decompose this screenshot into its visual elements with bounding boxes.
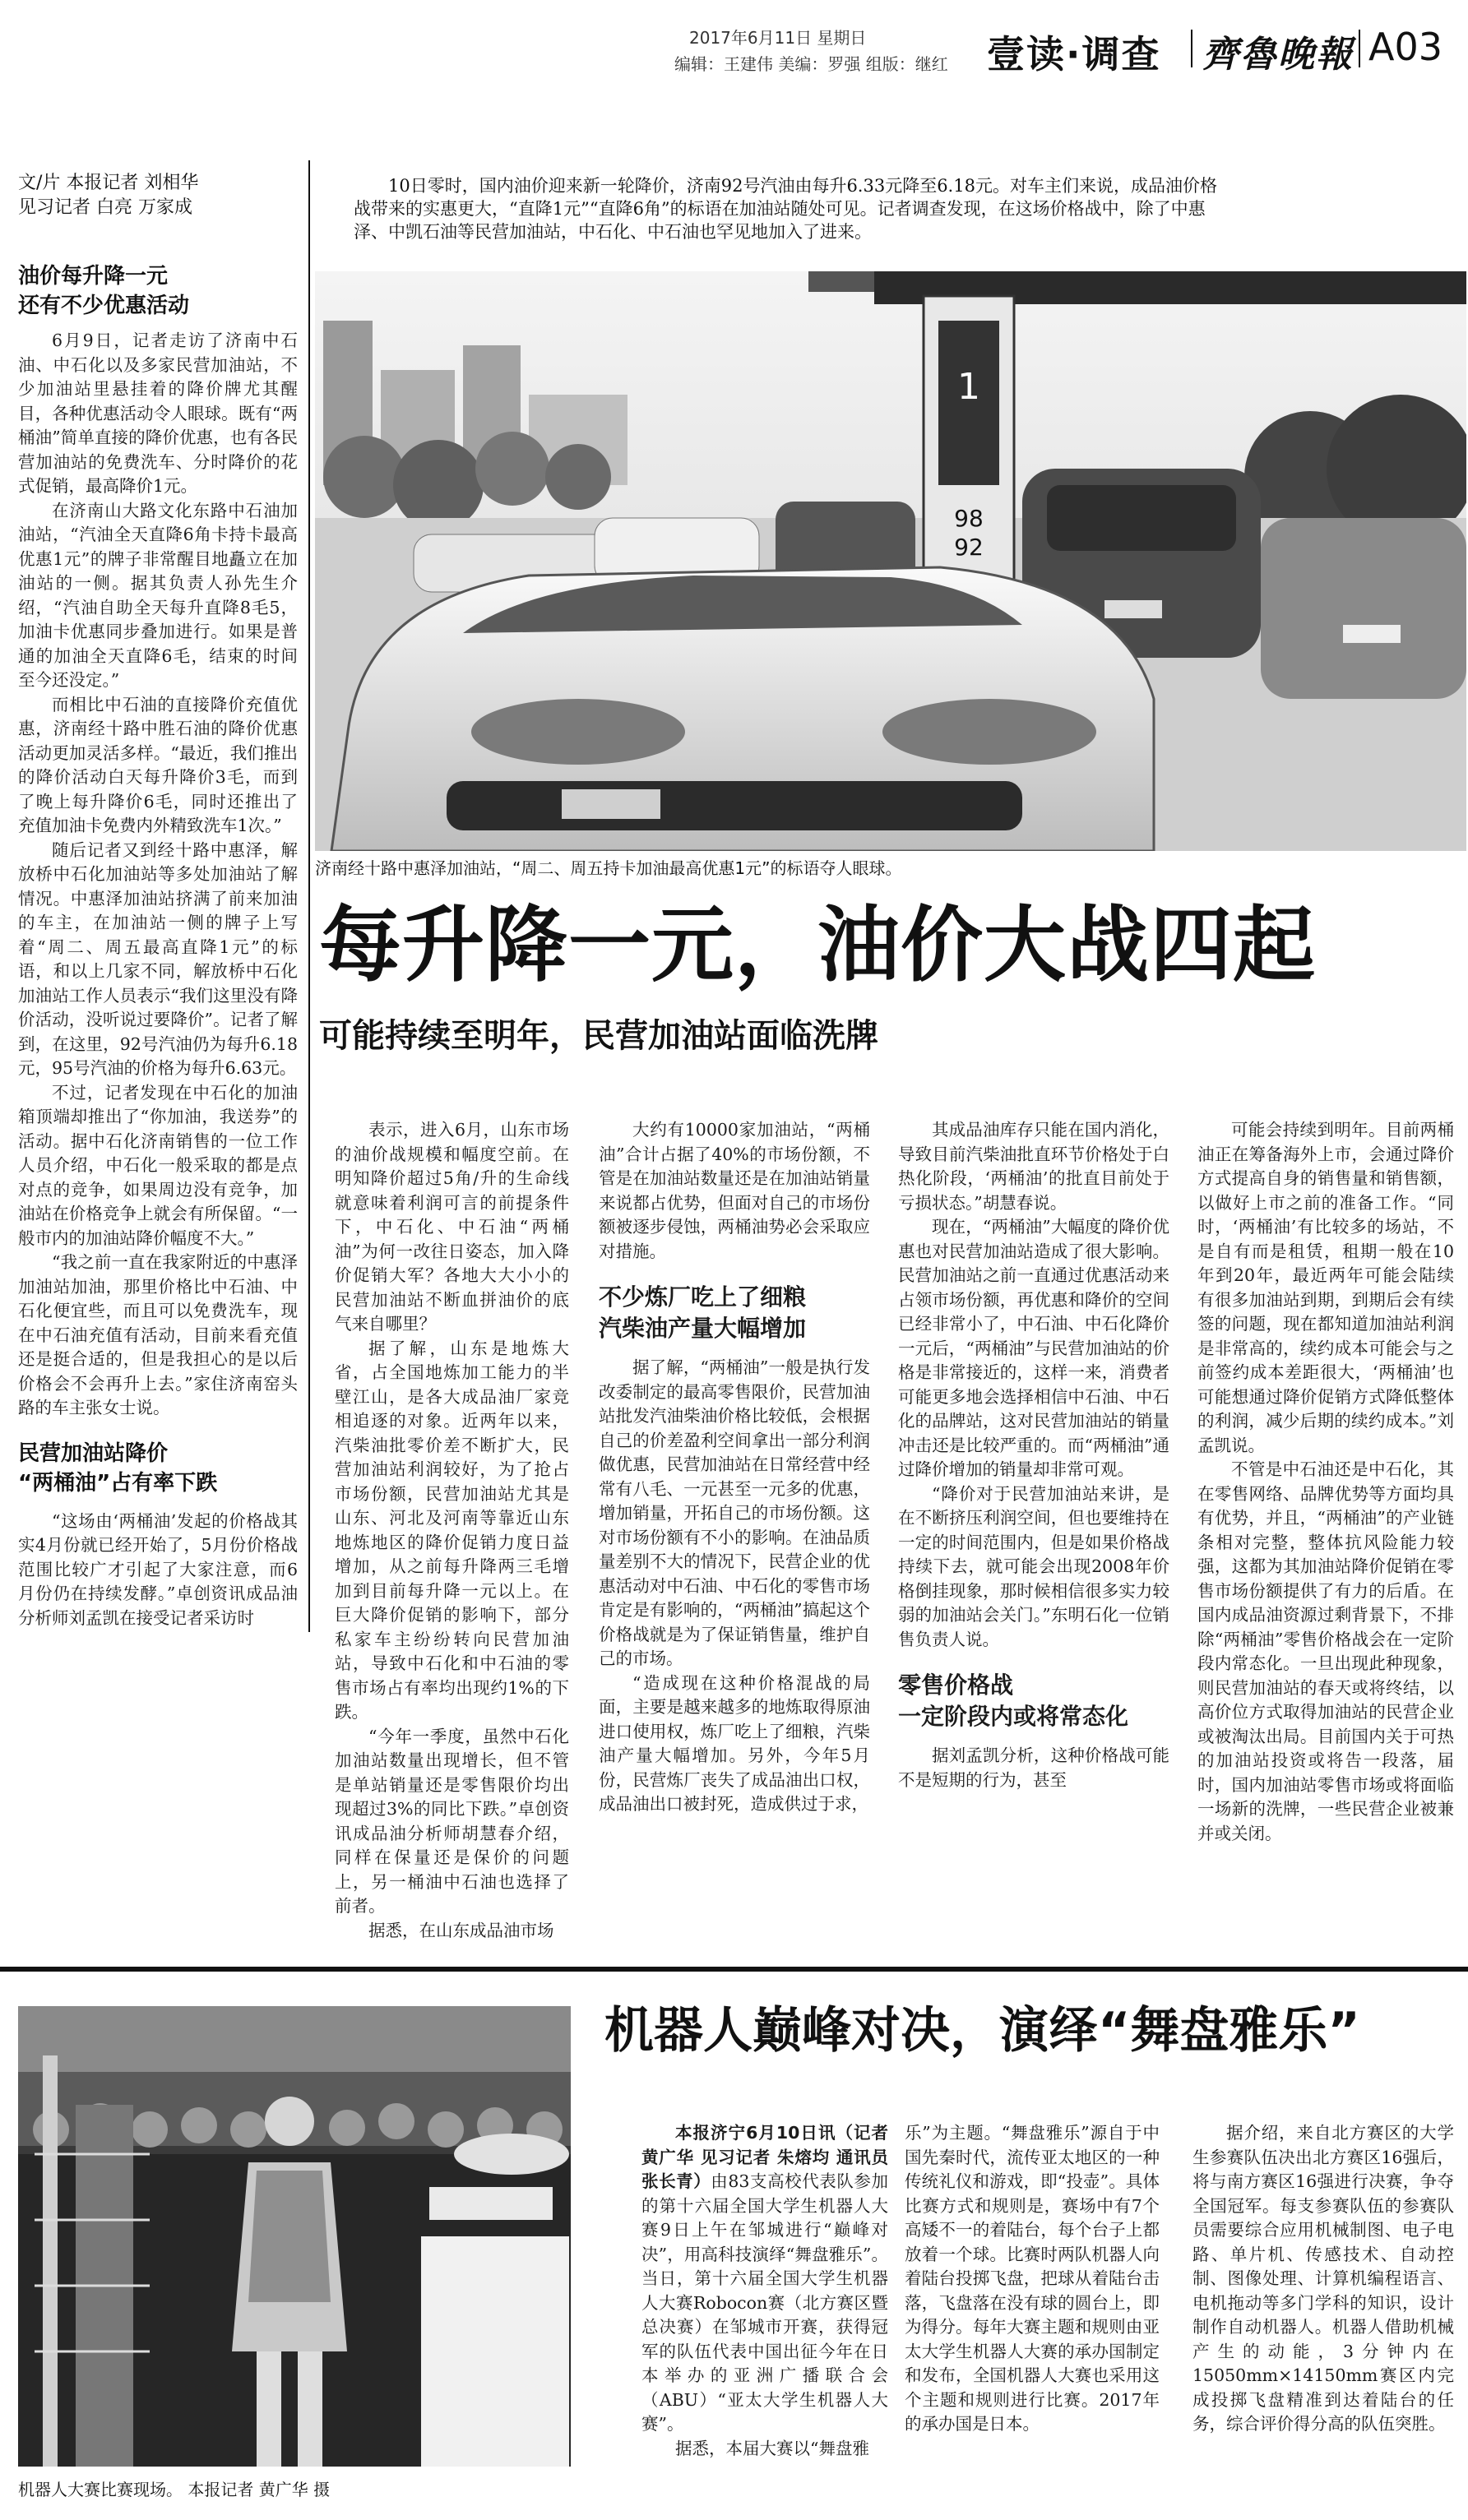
subhead-line: 汽柴油产量大幅增加 (599, 1315, 807, 1342)
robot-contest-illustration (18, 2006, 571, 2467)
subhead-line: 不少炼厂吃上了细粮 (599, 1283, 807, 1311)
paragraph: 据刘孟凯分析，这种价格战可能不是短期的行为，甚至 (898, 1746, 1169, 1790)
subhead-line: 一定阶段内或将常态化 (898, 1703, 1129, 1730)
paragraph: 而相比中石油的直接降价充值优惠，济南经十路中胜石油的降价优惠活动更加灵活多样。“最近，我们推出的降价活动白天每升降价3毛，而到了晚上每升降价6毛，同时还推出了充值加油卡免费内外精致洗车1次。” (18, 694, 298, 835)
subhead-line: 还有不少优惠活动 (18, 294, 190, 318)
fuel-grade-label: 92 (954, 534, 984, 561)
fuel-grade-label: 98 (954, 505, 984, 532)
article-column (898, 1118, 1169, 1792)
paragraph: 乐”为主题。“舞盘雅乐”源自于中国先秦时代，流传亚太地区的一种传统礼仪和游戏，即“投壶”。具体比赛方式和规则是，赛场中有7个高矮不一的着陆台，每个台子上都放着一个球。比赛时两队机器人向着陆台投掷飞盘，把球从着陆台击落，飞盘落在没有球的圆台上，即为得分。每年大赛主题和规则由亚太大学生机器人大赛的承办国制定和发布，全国机器人大赛也采用这个主题和规则进行比赛。2017年的承办国是日本。 (905, 2123, 1160, 2434)
article-column (1192, 2121, 1454, 2437)
header-divider (1191, 30, 1192, 67)
subhead (599, 1282, 870, 1344)
article-column (335, 1118, 569, 1943)
editor-credits: 编辑：王建伟 美编：罗强 组版：继红 (674, 54, 948, 74)
article-column (641, 2121, 888, 2461)
paragraph: 据了解，“两桶油”一般是执行发改委制定的最高零售限价，民营加油站批发汽油柴油价格比较低，会根据自己的价差盈利空间拿出一部分利润做优惠，民营加油站在日常经营中经常有八毛、一元甚至一元多的优惠，增加销量，开拓自己的市场份额。这对市场份额有不小的影响。在油品质量差别不大的情况下，民营企业的优惠活动对中石油、中石化的零售市场肯定是有影响的，“两桶油”搞起这个价格战就是为了保证销售量，维护自己的市场。 (599, 1357, 870, 1668)
subhead-line: 零售价格战 (898, 1672, 1014, 1699)
subhead-line: 民营加油站降价 (18, 1440, 169, 1466)
article-column (1197, 1118, 1454, 1846)
section-title: 壹读·调查 (987, 32, 1161, 76)
paragraph: 其成品油库存只能在国内消化，导致目前汽柴油批直环节价格处于白热化阶段，‘两桶油’的批直目前处于亏损状态。”胡慧春说。 (898, 1120, 1169, 1213)
main-subheadline: 可能持续至明年，民营加油站面临洗牌 (319, 1017, 878, 1055)
dateline: 本报济宁6月10日讯（记者 黄广华 见习记者 朱熔均 通讯员 张长青） (641, 2123, 888, 2191)
paragraph: 据介绍，来自北方赛区的大学生参赛队伍决出北方赛区16强后，将与南方赛区16强进行决赛，争夺全国冠军。每支参赛队伍的参赛队员需要综合应用机械制图、电子电路、单片机、传感技术、自动控制、图像处理、计算机编程语言、电机拖动等多门学科的知识，设计制作自动机器人。机器人借助机械产生的动能，3分钟内在15050mm×14150mm赛区内完成投掷飞盘精准到达着陆台的任务，综合评价得分高的队伍突胜。 (1192, 2123, 1454, 2434)
paragraph: 现在，“两桶油”大幅度的降价优惠也对民营加油站造成了很大影响。民营加油站之前一直通过优惠活动来占领市场份额，再优惠和降价的空间已经非常小了，中石油、中石化降价一元后，“两桶油”与民营加油站的价格是非常接近的，这样一来，消费者可能更多地会选择相信中石油、中石化的品牌站，这对民营加油站的销量冲击还是比较严重的。而“两桶油”通过降价增加的销量却非常可观。 (898, 1217, 1169, 1479)
header-divider (1359, 30, 1360, 67)
main-headline: 每升降一元，油价大战四起 (319, 897, 1316, 993)
newspaper-logo: 齊魯晚報 (1202, 34, 1354, 76)
paragraph: 据悉，在山东成品油市场 (368, 1920, 554, 1940)
article-column (905, 2121, 1160, 2437)
subhead (18, 1439, 298, 1498)
photo-caption: 济南经十路中惠泽加油站，“周二、周五持卡加油最高优惠1元”的标语夺人眼球。 (315, 858, 902, 878)
paragraph: 不过，记者发现在中石化的加油箱顶端却推出了“你加油，我送券”的活动。据中石化济南销售的一位工作人员介绍，中石化一般采取的都是点对点的竞争，如果周边没有竞争，加油站在价格竞争上就会有所保留。“一般市内的加油站降价幅度不大。” (18, 1082, 298, 1248)
subhead-line: “两桶油”占有率下跌 (18, 1470, 218, 1496)
paragraph-text: 由83支高校代表队参加的第十六届全国大学生机器人大赛9日上午在邹城进行“巅峰对决”，用高科技演绎“舞盘雅乐”。当日，第十六届全国大学生机器人大赛Robocon赛（北方赛区暨总决赛）在邹城市开赛，获得冠军的队伍代表中国出征今年在日本举办的亚洲广播联合会（ABU）“亚太大学生机器人大赛”。 (641, 2171, 888, 2434)
paragraph: 在济南山大路文化东路中石油加油站，“汽油全天直降6角卡持卡最高优惠1元”的牌子非常醒目地矗立在加油站的一侧。据其负责人孙先生介绍，“汽油自助全天每升直降8毛5，加油卡优惠同步叠加进行。如果是普通的加油全天直降6毛，结束的时间至今还没定。” (18, 500, 298, 690)
section-divider (0, 1967, 1468, 1972)
body-text (18, 1510, 298, 1631)
body-text (18, 329, 298, 1421)
paragraph: “降价对于民营加油站来讲，是在不断挤压利润空间，但也要维持在一定的时间范围内，但是如果价格战持续下去，就可能会出现2008年价格倒挂现象，那时候相信很多实力较弱的加油站会关门。”东明石化一位销售负责人说。 (898, 1483, 1169, 1649)
paragraph: 随后记者又到经十路中惠泽，解放桥中石化加油站等多处加油站了解情况。中惠泽加油站挤满了前来加油的车主，在加油站一侧的牌子上写着“周二、周五最高直降1元”的标语，和以上几家不同，解放桥中石化加油站工作人员表示“我们这里没有降价活动，没听说过要降价”。记者了解到，在这里，92号汽油仍为每升6.18元，95号汽油的价格为每升6.63元。 (18, 839, 298, 1078)
robot-headline: 机器人巅峰对决，演绎“舞盘雅乐” (604, 2002, 1360, 2060)
article-lead: 10日零时，国内油价迎来新一轮降价，济南92号汽油由每升6.33元降至6.18元。对车主们来说，成品油价格战带来的实惠更大，“直降1元”“直降6角”的标语在加油站随处可见。记者调查发现，在这场价格战中，除了中惠泽、中凯石油等民营加油站，中石化、中石油也罕见地加入了进来。 (354, 176, 1217, 242)
issue-date: 2017年6月11日 星期日 (689, 28, 867, 48)
paragraph: 据悉，本届大赛以“舞盘雅 (675, 2438, 869, 2458)
byline (18, 171, 298, 220)
paragraph: “这场由‘两桶油’发起的价格战其实4月份就已经开始了，5月份价格战范围比较广才引起了大家注意，而6月份仍在持续发酵。”卓创资讯成品油分析师刘孟凯在接受记者采访时 (18, 1510, 298, 1628)
paragraph: 可能会持续到明年。目前两桶油正在筹备海外上市，会通过降价方式提高自身的销售量和销售额，以做好上市之前的准备工作。“同时，‘两桶油’有比较多的场站，不是自有而是租赁，租期一般在10年到20年，最近两年可能会陆续有很多加油站到期，到期后会有续签的问题，现在都知道加油站利润是非常高的，续约成本可能会与之前签约成本差距很大，‘两桶油’也可能想通过降价促销方式降低整体的利润，减少后期的续约成本。”刘孟凯说。 (1197, 1120, 1454, 1455)
paragraph: “造成现在这种价格混战的局面，主要是越来越多的地炼取得原油进口使用权，炼厂吃上了细粮，汽柴油产量大幅增加。另外，今年5月份，民营炼厂丧失了成品油出口权，成品油出口被封死，造成供过于求， (599, 1672, 870, 1814)
robot-contest-photo (18, 2006, 571, 2467)
byline-line: 文/片 本报记者 刘相华 (18, 173, 199, 193)
byline-line: 见习记者 白亮 万家成 (18, 197, 192, 218)
pump-number: 1 (957, 366, 980, 408)
subhead (898, 1670, 1169, 1732)
paragraph (641, 2121, 888, 2437)
subhead (18, 261, 298, 321)
paragraph: 6月9日，记者走访了济南中石油、中石化以及多家民营加油站，不少加油站里悬挂着的降价牌尤其醒目，各种优惠活动令人眼球。既有“两桶油”简单直接的降价优惠，也有各民营加油站的免费洗车、分时降价的花式促销，最高降价1元。 (18, 331, 298, 496)
paragraph: 大约有10000家加油站，“两桶油”合计占据了40%的市场份额，不管是在加油站数量还是在加油站销量来说都占优势，但面对自己的市场份额被逐步侵蚀，两桶油势必会采取应对措施。 (599, 1120, 870, 1261)
paragraph: 表示，进入6月，山东市场的油价战规模和幅度空前。在明知降价超过5角/升的生命线就意味着利润可言的前提条件下，中石化、中石油“两桶油”为何一改往日姿态，加入降价促销大军？各地大大小小的民营加油站不断血拼油价的底气来自哪里？ (335, 1120, 569, 1334)
gas-station-photo (315, 271, 1466, 851)
subhead-line: 油价每升降一元 (18, 264, 169, 289)
gas-station-illustration (315, 271, 1466, 851)
photo-caption: 机器人大赛比赛现场。 本报记者 黄广华 摄 (18, 2480, 331, 2499)
page-number: A03 (1368, 25, 1443, 69)
paragraph: “我之前一直在我家附近的中惠泽加油站加油，那里价格比中石油、中石化便宜些，而且可以免费洗车，现在中石油充值有活动，目前来看充值还是挺合适的，但是我担心的是以后价格会不会再升上去。”家住济南窑头路的车主张女士说。 (18, 1252, 298, 1417)
column-rule (308, 160, 310, 1632)
article-column (599, 1118, 870, 1817)
paragraph: 不管是中石油还是中石化，其在零售网络、品牌优势等方面均具有优势，并且，“两桶油”的产业链条相对完整，整体抗风险能力较强，这都为其加油站降价促销在零售市场份额提供了有力的后盾。在国内成品油资源过剩背景下，不排除“两桶油”零售价格战会在一定阶段内常态化。一旦出现此种现象，则民营加油站的春天或将终结，以高价位方式取得加油站的民营企业或被淘汰出局。目前国内关于可热的加油站投资或将告一段落，届时，国内加油站零售市场或将面临一场新的洗牌，一些民营企业被兼并或关闭。 (1197, 1459, 1454, 1843)
paragraph: “今年一季度，虽然中石化加油站数量出现增长，但不管是单站销量还是零售限价均出现超过3%的同比下跌。”卓创资讯成品油分析师胡慧春介绍，同样在保量还是保价的问题上，另一桶油中石油也选择了前者。 (335, 1726, 569, 1916)
paragraph: 据了解，山东是地炼大省，占全国地炼加工能力的半壁江山，是各大成品油厂家竞相追逐的对象。近两年以来，汽柴油批零价差不断扩大，民营加油站利润较好，为了抢占市场份额，民营加油站尤其是山东、河北及河南等靠近山东地炼地区的降价促销力度日益增加，从之前每升降两三毛增加到目前每升降一元以上。在巨大降价促销的影响下，部分私家车主纷纷转向民营加油站，导致中石化和中石油的零售市场占有率均出现约1%的下跌。 (335, 1338, 569, 1722)
left-column (18, 261, 298, 1630)
